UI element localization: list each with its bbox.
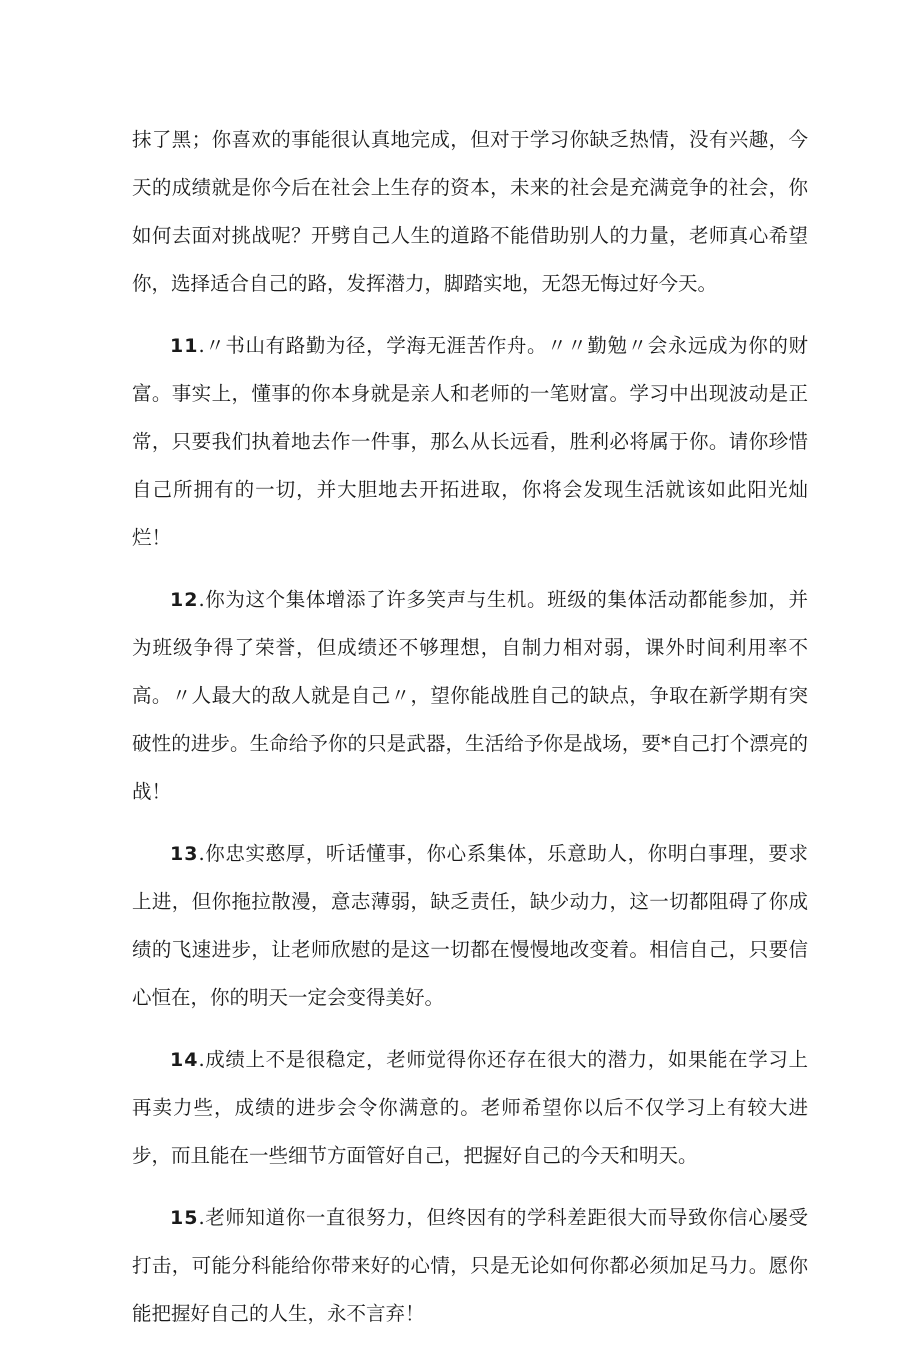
paragraph-continuation — [132, 116, 808, 308]
paragraph-text: .你忠实憨厚，听话懂事，你心系集体，乐意助人，你明白事理，要求上进，但你拖拉散漫，意志薄弱，缺乏责任，缺少动力，这一切都阻碍了你成绩的飞速进步，让老师欣慰的是这一切都在慢慢地改变着。相信自己，只要信心恒在，你的明天一定会变得美好。 — [132, 842, 808, 1009]
paragraph-number: 11 — [170, 335, 199, 357]
paragraph-13 — [132, 830, 808, 1022]
document-body — [132, 116, 808, 1352]
paragraph-text: .成绩上不是很稳定，老师觉得你还存在很大的潜力，如果能在学习上再卖力些，成绩的进步会令你满意的。老师希望你以后不仅学习上有较大进步，而且能在一些细节方面管好自己，把握好自己的今天和明天。 — [132, 1048, 808, 1167]
paragraph-text: .你为这个集体增添了许多笑声与生机。班级的集体活动都能参加，并为班级争得了荣誉，但成绩还不够理想，自制力相对弱，课外时间利用率不高。〃人最大的敌人就是自己〃，望你能战胜自己的缺点，争取在新学期有突破性的进步。生命给予你的只是武器，生活给予你是战场，要*自己打个漂亮的战！ — [132, 588, 808, 803]
paragraph-number: 13 — [170, 843, 199, 865]
paragraph-11 — [132, 322, 808, 562]
paragraph-number: 15 — [170, 1207, 199, 1229]
paragraph-number: 14 — [170, 1049, 199, 1071]
paragraph-15 — [132, 1194, 808, 1338]
paragraph-14 — [132, 1036, 808, 1180]
paragraph-text: .老师知道你一直很努力，但终因有的学科差距很大而导致你信心屡受打击，可能分科能给你带来好的心情，只是无论如何你都必须加足马力。愿你能把握好自己的人生，永不言弃！ — [132, 1206, 808, 1325]
paragraph-text: .〃书山有路勤为径，学海无涯苦作舟。〃〃勤勉〃会永远成为你的财富。事实上，懂事的你本身就是亲人和老师的一笔财富。学习中出现波动是正常，只要我们执着地去作一件事，那么从长远看，胜利必将属于你。请你珍惜自己所拥有的一切，并大胆地去开拓进取，你将会发现生活就该如此阳光灿烂！ — [132, 334, 808, 549]
paragraph-number: 12 — [170, 589, 199, 611]
paragraph-12 — [132, 576, 808, 816]
paragraph-text: 抹了黑；你喜欢的事能很认真地完成，但对于学习你缺乏热情，没有兴趣，今天的成绩就是你今后在社会上生存的资本，未来的社会是充满竞争的社会，你如何去面对挑战呢？开劈自己人生的道路不能借助别人的力量，老师真心希望你，选择适合自己的路，发挥潜力，脚踏实地，无怨无悔过好今天。 — [132, 128, 808, 295]
